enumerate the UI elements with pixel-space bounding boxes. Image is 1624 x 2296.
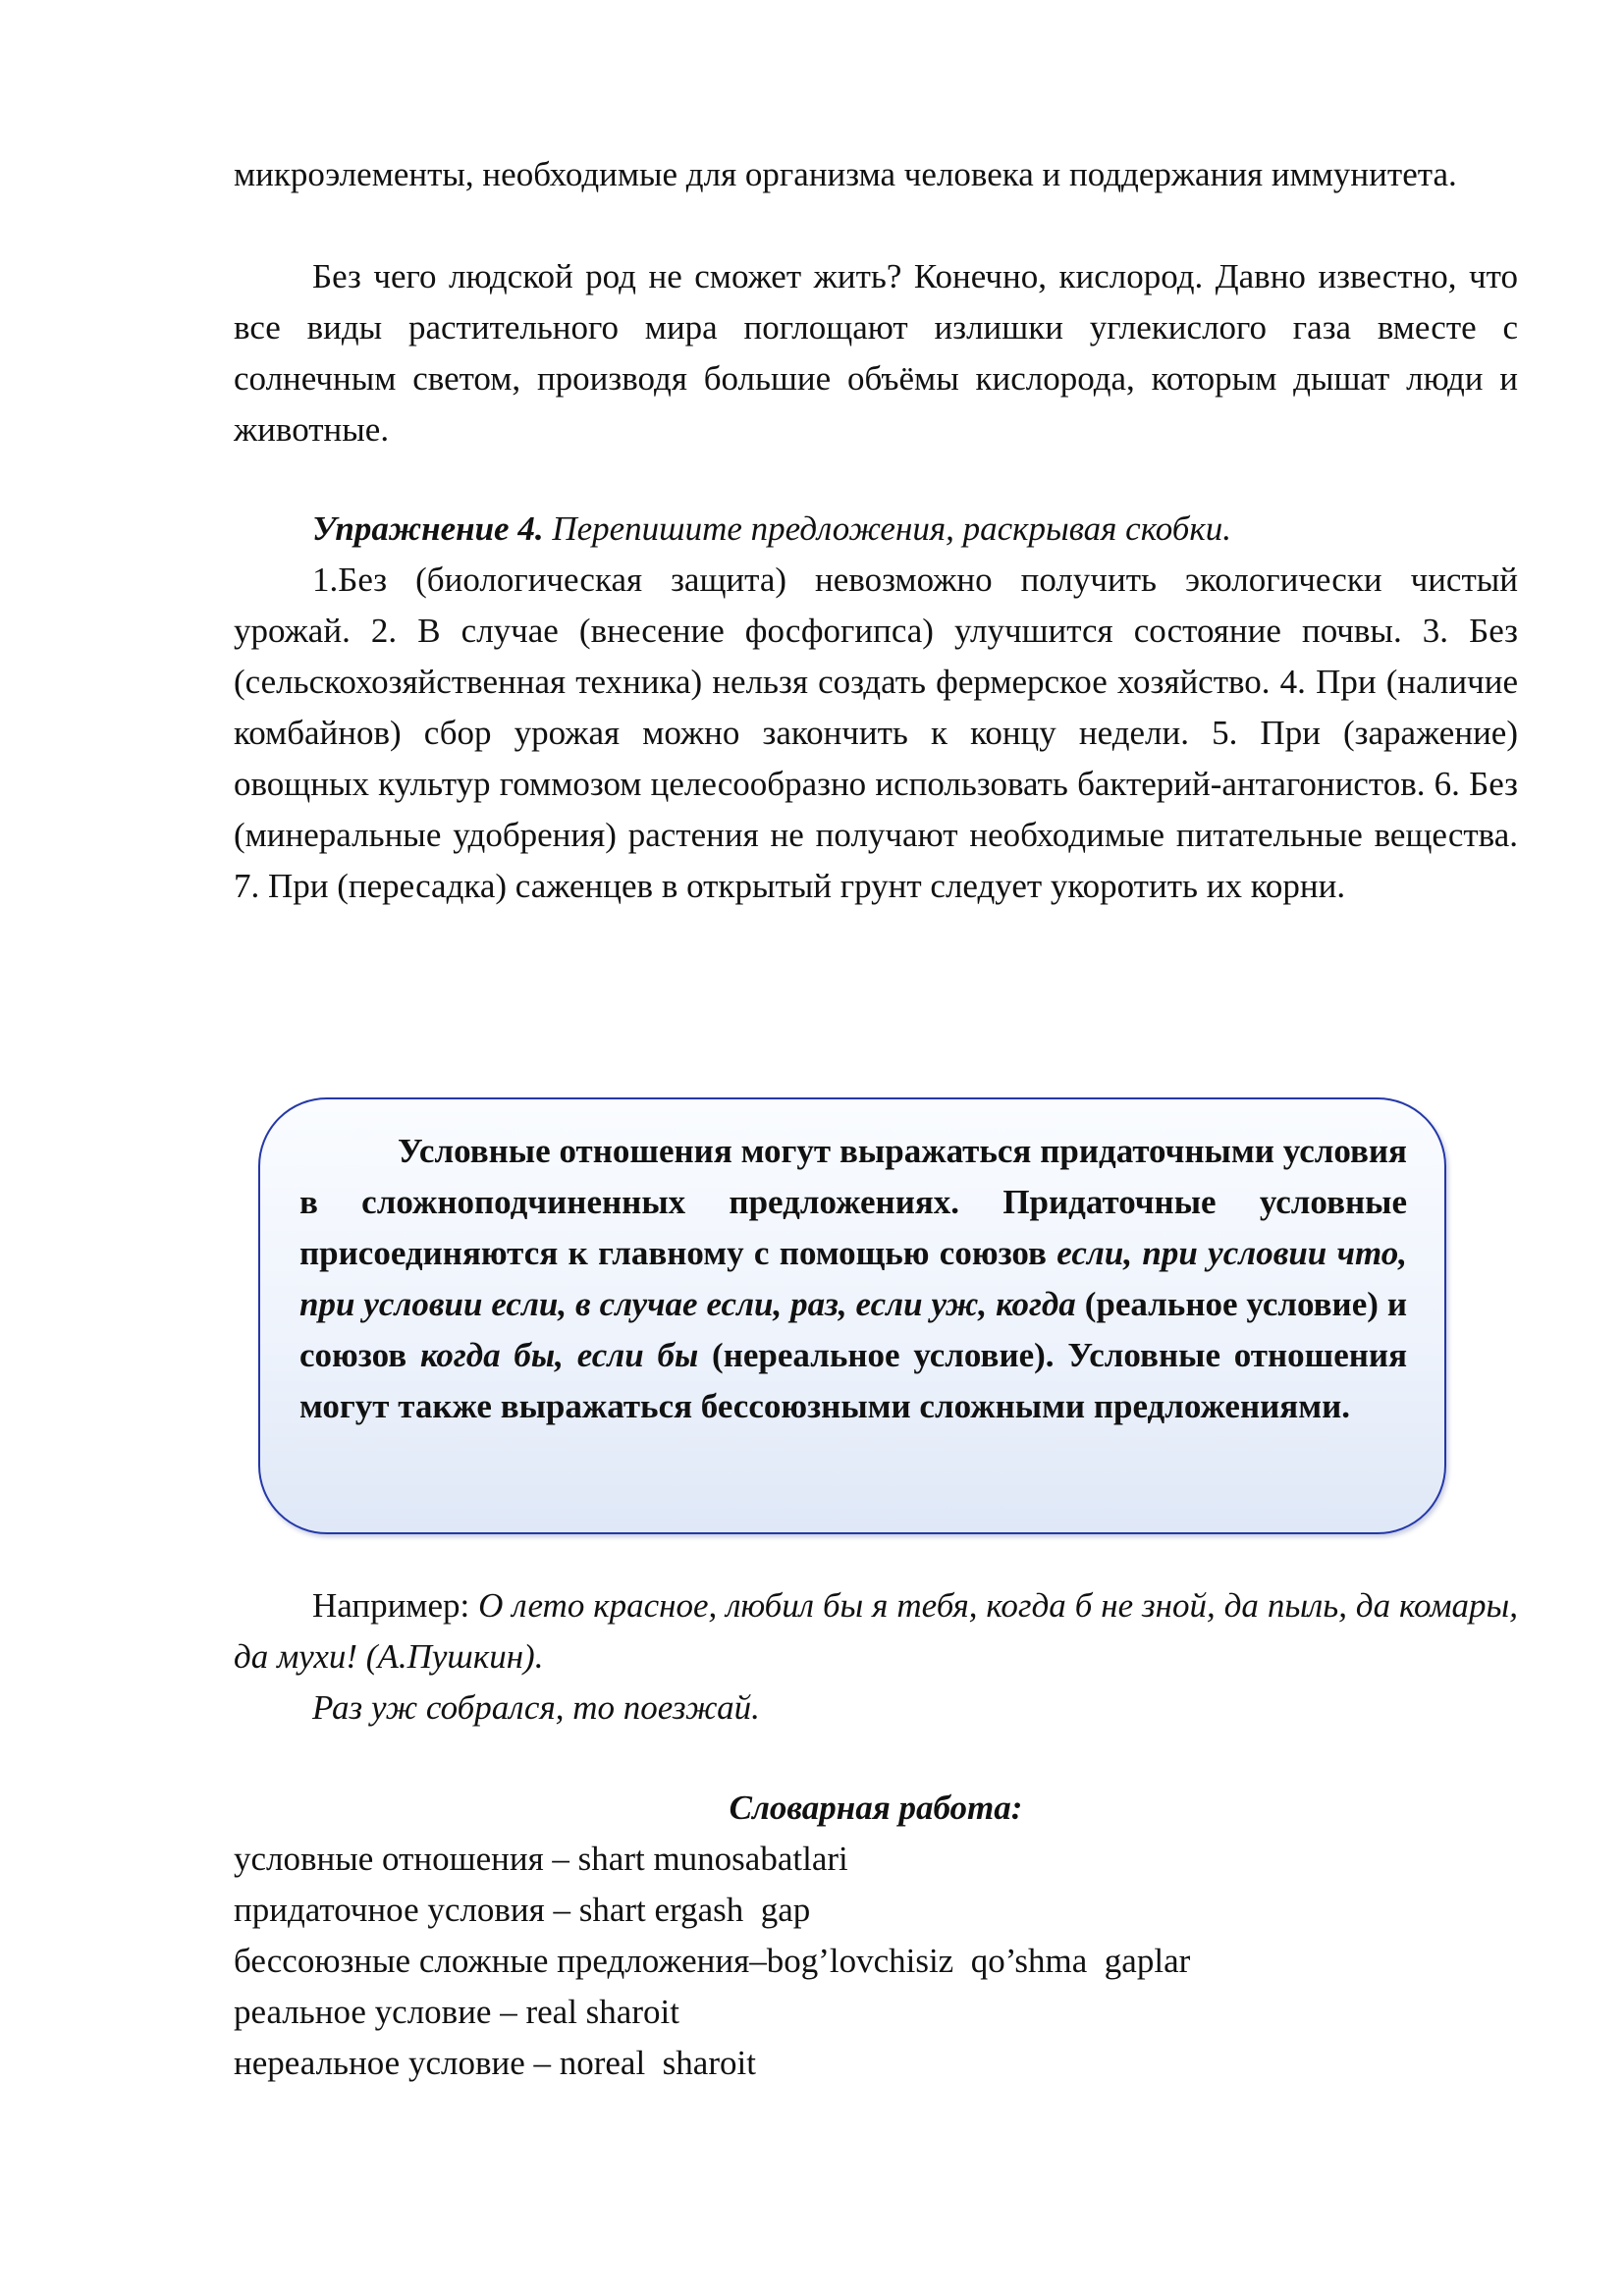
rule-text xyxy=(299,1126,1407,1432)
example-2: Раз уж собрался, то поезжай. xyxy=(312,1688,760,1727)
example-1 xyxy=(234,1580,1518,1682)
example-label: Например: xyxy=(312,1586,479,1625)
example-quote: О лето красное, любил бы я тебя, когда б не зной, да пыль, да комары, да мухи! (А.Пушкин). xyxy=(234,1586,1519,1676)
paragraph-oxygen: Без чего людской род не сможет жить? Конечно, кислород. Давно известно, что все виды растительного мира поглощают излишки углекислого газа вместе с солнечным светом, производя большие объёмы кислорода, которым дышат люди и животные. xyxy=(234,257,1518,449)
vocabulary-title: Словарная работа: xyxy=(729,1789,1023,1827)
rule-conjunctions-real: если, при условии что, при условии если, в случае если, раз, если уж, когда xyxy=(299,1234,1407,1323)
vocabulary-item: придаточное условия – shart ergash gap xyxy=(234,1891,811,1929)
rule-text-part: (нереальное условие). Условные отношения могут также выражаться бессоюзными сложными предложениями. xyxy=(299,1336,1407,1425)
rule-text-part: Условные отношения могут выражаться придаточными условия в сложноподчиненных предложениях. Придаточные условные присоединяются к главному с помощью союзов xyxy=(299,1132,1407,1272)
exercise-body: 1.Без (биологическая защита) невозможно получить экологически чистый урожай. 2. В случае (внесение фосфогипса) улучшится состояние почвы. 3. Без (сельскохозяйственная техника) нельзя создать фермерское хозяйство. 4. При (наличие комбайнов) сбор урожая можно закончить к концу недели. 5. При (заражение) овощных культур гоммозом целесообразно использовать бактерий-антагонистов. 6. Без (минеральные удобрения) растения не получают необходимые питательные вещества. 7. При (пересадка) саженцев в открытый грунт следует укоротить их корни. xyxy=(234,561,1518,905)
vocabulary-item: реальное условие – real sharoit xyxy=(234,1993,679,2031)
exercise-4 xyxy=(234,504,1518,912)
paragraph-continuation: микроэлементы, необходимые для организма человека и поддержания иммунитета. xyxy=(234,155,1457,193)
exercise-title: Упражнение 4. xyxy=(312,509,544,548)
exercise-heading xyxy=(234,504,1518,555)
vocabulary-item: нереальное условие – noreal sharoit xyxy=(234,2044,756,2082)
vocabulary-item: бессоюзные сложные предложения–bog’lovchisiz qo’shma gaplar xyxy=(234,1942,1191,1980)
rule-conjunctions-unreal: когда бы, если бы xyxy=(419,1336,699,1374)
vocabulary-item: условные отношения – shart munosabatlari xyxy=(234,1840,848,1878)
exercise-task: Перепишите предложения, раскрывая скобки. xyxy=(543,509,1232,548)
vocabulary-list xyxy=(234,1834,1190,2089)
rule-text-part: (реальное условие) и союзов xyxy=(299,1285,1407,1374)
